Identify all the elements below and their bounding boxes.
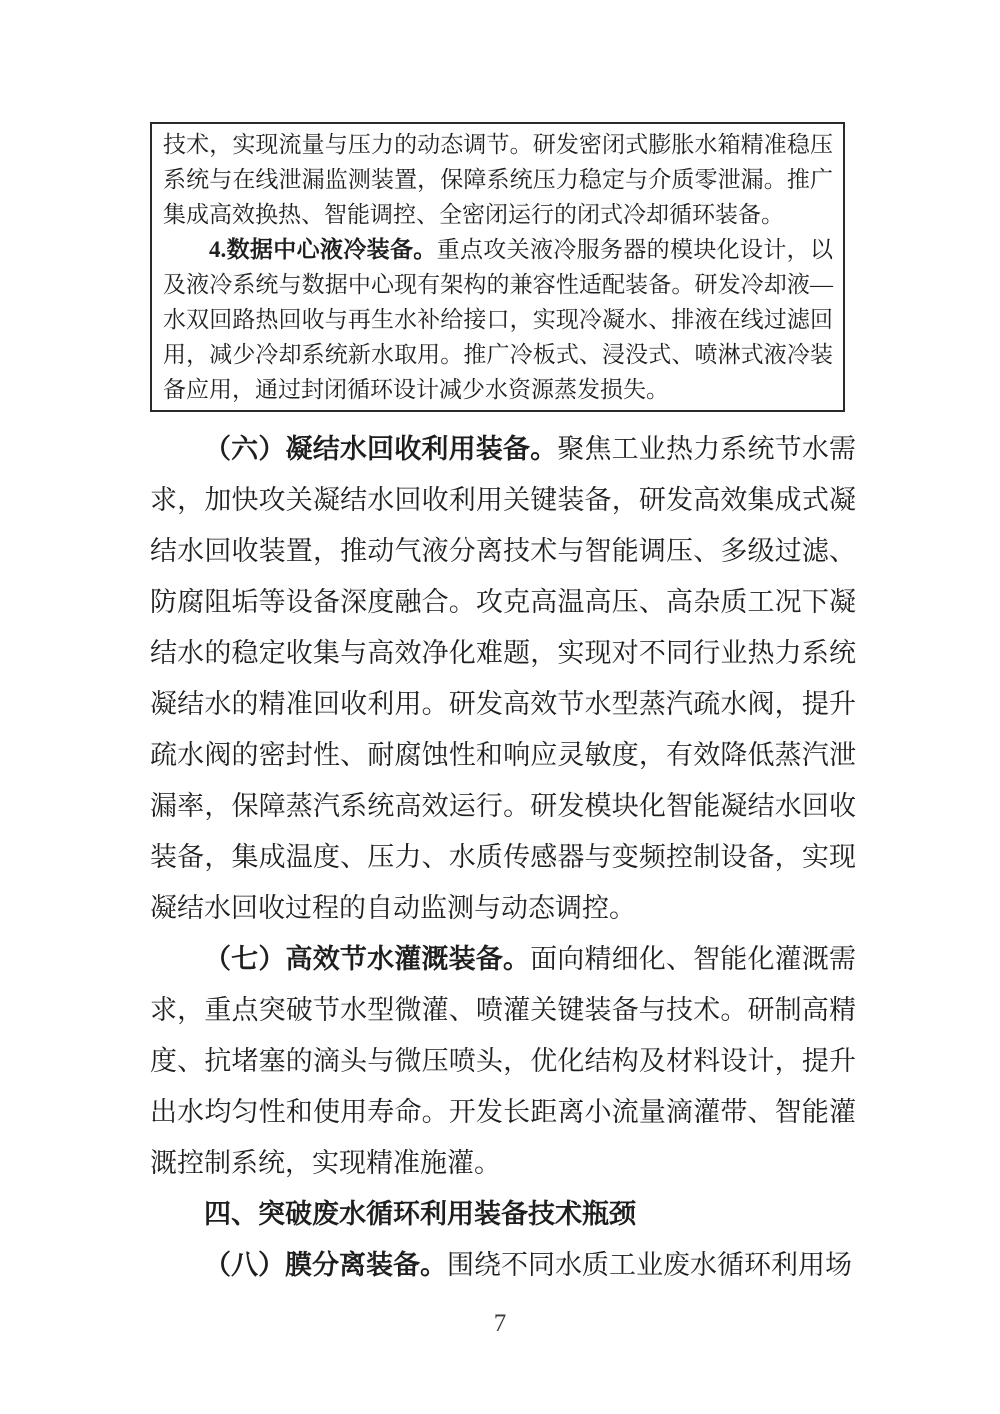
- paragraph: [163, 232, 833, 407]
- run-in-heading: （六）凝结水回收利用装备。: [204, 434, 558, 464]
- paragraph-text: 重点攻关液冷服务器的模块化设计，以及液冷系统与数据中心现有架构的兼容性适配装备。研发冷却液—水双回路热回收与再生水补给接口，实现冷凝水、排液在线过滤回用，减少冷却系统新水取用。推广冷板式、浸没式、喷淋式液冷装备应用，通过封闭循环设计减少水资源蒸发损失。: [163, 237, 834, 402]
- run-in-heading: 4.数据中心液冷装备。: [209, 237, 437, 262]
- section-heading: [150, 1189, 856, 1240]
- run-in-heading: （七）高效节水灌溉装备。: [204, 944, 531, 974]
- paragraph-text: 聚焦工业热力系统节水需求，加快攻关凝结水回收利用关键装备，研发高效集成式凝结水回收装置，推动气液分离技术与智能调压、多级过滤、防腐阻垢等设备深度融合。攻克高温高压、高杂质工况下凝结水的稳定收集与高效净化难题，实现对不同行业热力系统凝结水的精准回收利用。研发高效节水型蒸汽疏水阀，提升疏水阀的密封性、耐腐蚀性和响应灵敏度，有效降低蒸汽泄漏率，保障蒸汽系统高效运行。研发模块化智能凝结水回收装备，集成温度、压力、水质传感器与变频控制设备，实现凝结水回收过程的自动监测与动态调控。: [150, 434, 857, 923]
- paragraph: [150, 934, 856, 1189]
- paragraph-text: 围绕不同水质工业废水循环利用场: [447, 1250, 852, 1280]
- paragraph: [150, 424, 856, 934]
- document-content: [150, 122, 856, 1291]
- bordered-text-box: [150, 122, 845, 412]
- paragraph-text: 四、突破废水循环利用装备技术瓶颈: [204, 1199, 636, 1229]
- paragraph: [150, 1240, 856, 1291]
- paragraph-text: 面向精细化、智能化灌溉需求，重点突破节水型微灌、喷灌关键装备与技术。研制高精度、抗堵塞的滴头与微压喷头，优化结构及材料设计，提升出水均匀性和使用寿命。开发长距离小流量滴灌带、智能灌溉控制系统，实现精准施灌。: [150, 944, 857, 1178]
- paragraph-text: 技术，实现流量与压力的动态调节。研发密闭式膨胀水箱精准稳压系统与在线泄漏监测装置，保障系统压力稳定与介质零泄漏。推广集成高效换热、智能调控、全密闭运行的闭式冷却循环装备。: [163, 132, 833, 227]
- paragraph: [163, 127, 833, 232]
- body-content: [150, 424, 856, 1291]
- run-in-heading: （八）膜分离装备。: [204, 1250, 447, 1280]
- page-number: 7: [493, 1310, 507, 1337]
